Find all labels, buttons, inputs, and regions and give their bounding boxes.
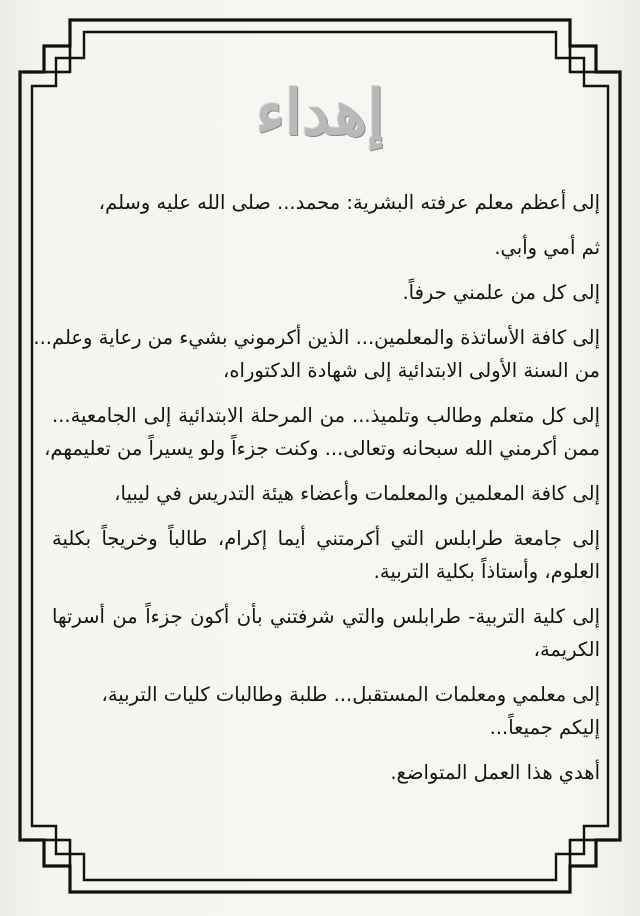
text-line: من السنة الأولى الابتدائية إلى شهادة الدكتوراه، [223, 359, 600, 382]
text-line: إلى أعظم معلم عرفته البشرية: محمد... صلى الله عليه وسلم، [98, 191, 600, 214]
paragraph-10 [52, 756, 600, 789]
page-title: إهداء [255, 76, 385, 149]
paragraph-4 [33, 321, 600, 387]
text-line: إلى كافة المعلمين والمعلمات وأعضاء هيئة التدريس في ليبيا، [114, 482, 600, 505]
text-line: الكريمة، [533, 638, 600, 661]
paragraph-8 [52, 600, 600, 666]
text-line: العلوم، وأستاذاً بكلية التربية. [373, 560, 600, 583]
paragraph-9 [52, 678, 600, 744]
text-line: إلى كلية التربية- طرابلس والتي شرفتني بأن أكون جزءاً من أسرتها [52, 605, 600, 628]
text-line: إلى كافة الأساتذة والمعلمين... الذين أكرموني بشيء من رعاية وعلم... [33, 326, 600, 349]
paragraph-7 [52, 522, 600, 588]
text-line: أهدي هذا العمل المتواضع. [390, 761, 600, 784]
text-line: إليكم جميعاً... [489, 716, 600, 739]
paragraph-5 [44, 399, 600, 465]
text-line: إلى كل متعلم وطالب وتلميذ... من المرحلة الابتدائية إلى الجامعية... [52, 404, 600, 427]
text-line: ثم أمي وأبي. [494, 236, 600, 259]
text-line: إلى كل من علمني حرفاً. [402, 281, 600, 304]
dedication-text [33, 186, 600, 789]
paragraph-3 [52, 276, 600, 309]
text-line: إلى جامعة طرابلس التي أكرمتني أيما إكرام، طالباً وخريجاً بكلية [52, 527, 600, 550]
paragraph-6 [52, 477, 600, 510]
paragraph-2 [52, 231, 600, 264]
text-line: ممن أكرمني الله سبحانه وتعالى... وكنت جزءاً ولو يسيراً من تعليمهم، [44, 437, 600, 460]
text-line: إلى معلمي ومعلمات المستقبل... طلبة وطالبات كليات التربية، [101, 683, 600, 706]
paragraph-1 [52, 186, 600, 219]
